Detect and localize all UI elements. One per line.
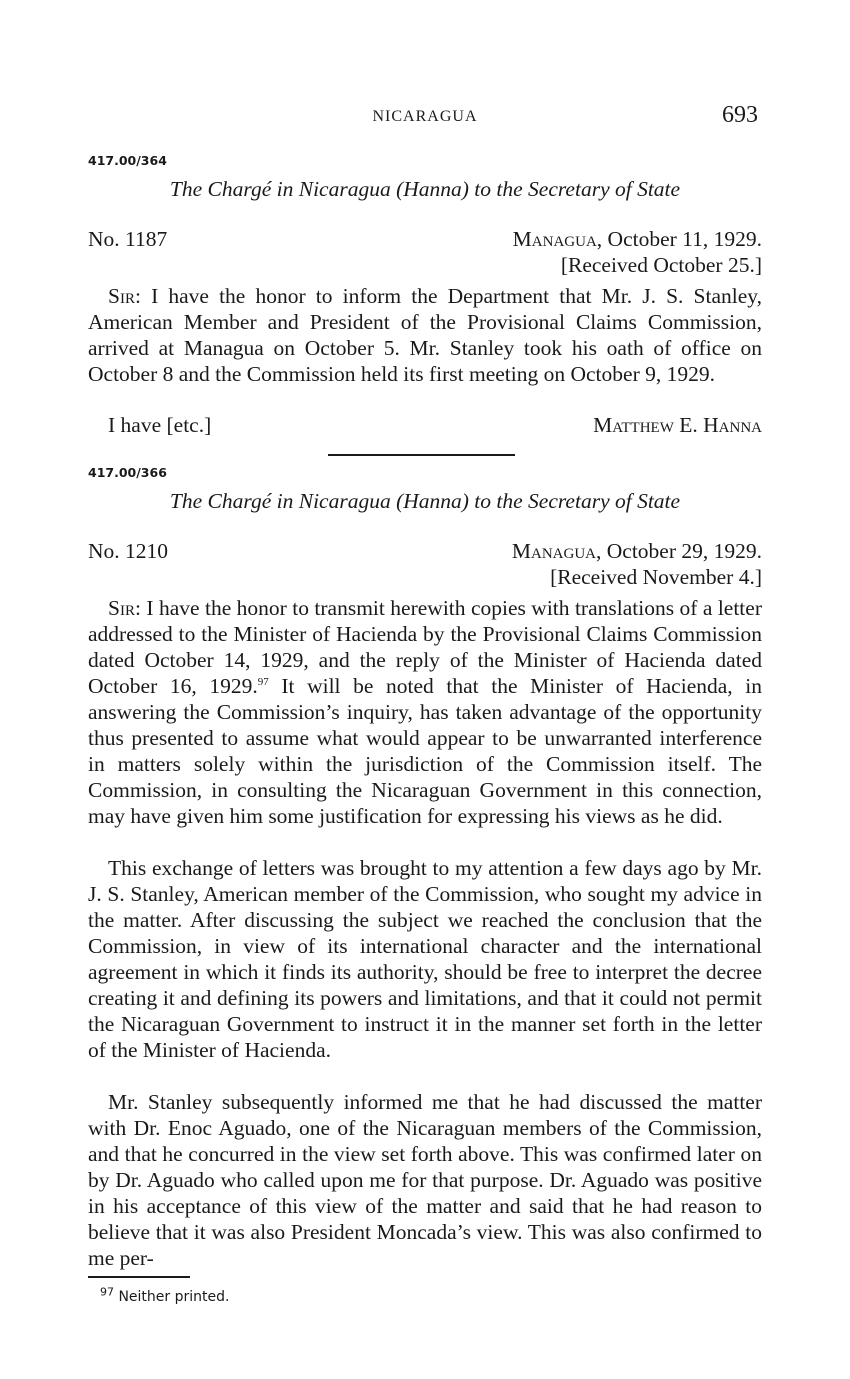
letter-paragraph: This exchange of letters was brought to my attention a few days ago by Mr. J. S. Stanley, American member of the Commission, who sought my advice in the matter. After discussing the subject we reached the conclusion that the Commission, in view of its international character and the international agreement in which it finds its authority, should be free to interpret the decree creating it and defining its powers and limitations, and that it could not permit the Nicaraguan Government to instruct it in the manner set forth in the letter of the Minister of Hacienda. [88, 856, 762, 1062]
letter-paragraph: Mr. Stanley subsequently informed me that he had discussed the matter with Dr. Enoc Aguado, one of the Nicaraguan members of the Commission, and that he concurred in the view set forth above. This was confirmed later on by Dr. Aguado who called upon me for that purpose. Dr. Aguado was positive in his acceptance of this view of the matter and said that he had reason to believe that it was also President Moncada’s view. This was also confirmed to me per- [88, 1090, 762, 1270]
salutation: Sir [108, 284, 135, 308]
page-number: 693 [722, 102, 758, 128]
document-heading: The Chargé in Nicaragua (Hanna) to the Secretary of State [169, 177, 681, 201]
place-date [512, 539, 762, 564]
body-text: : I have the honor to transmit herewith copies with translations of a letter addressed to the Minister of Hacienda by the Provisional Claims Commission dated October 14, 1929, and the reply of the Minister of Hacienda dated October 16, 1929. [88, 596, 762, 698]
place: Managua [511, 539, 596, 563]
date: , October 11, 1929. [596, 227, 762, 251]
signature: Matthew E. Hanna [593, 413, 762, 437]
letter-body [88, 283, 762, 387]
separator-rule [328, 454, 515, 456]
place-date [513, 227, 762, 252]
file-number: 417.00/364 [88, 153, 167, 168]
closing: I have [etc.] [108, 413, 212, 437]
footnote-text: Neither printed. [118, 1289, 230, 1305]
received-date: [Received October 25.] [560, 253, 762, 277]
place: Managua [512, 227, 597, 251]
footnote-reference: 97 [257, 675, 269, 688]
footnote [100, 1285, 230, 1305]
footnote-marker: 97 [100, 1285, 114, 1299]
received-date: [Received November 4.] [550, 565, 762, 589]
salutation: Sir [108, 596, 135, 620]
footnote-rule [88, 1276, 190, 1278]
body-text: It will be noted that the Minister of Hacienda, in answering the Commission’s inquiry, has taken advantage of the opportunity thus presented to assume what would appear to be unwarranted interference in matters solely within the jurisdiction of the Commission itself. The Commission, in consulting the Nicaraguan Government in this connection, may have given him some justification for expressing his views as he did. [88, 674, 762, 828]
despatch-number: No. 1210 [88, 539, 169, 563]
letter-paragraph [88, 595, 762, 829]
despatch-number: No. 1187 [88, 227, 168, 251]
body-text: : I have the honor to inform the Department that Mr. J. S. Stanley, American Member and President of the Provisional Claims Commission, arrived at Managua on October 5. Mr. Stanley took his oath of office on October 8 and the Commission held its first meeting on October 9, 1929. [88, 284, 762, 386]
date: , October 29, 1929. [596, 539, 762, 563]
running-head: NICARAGUA [372, 108, 478, 125]
document-heading: The Chargé in Nicaragua (Hanna) to the Secretary of State [169, 489, 681, 513]
file-number: 417.00/366 [88, 465, 167, 480]
